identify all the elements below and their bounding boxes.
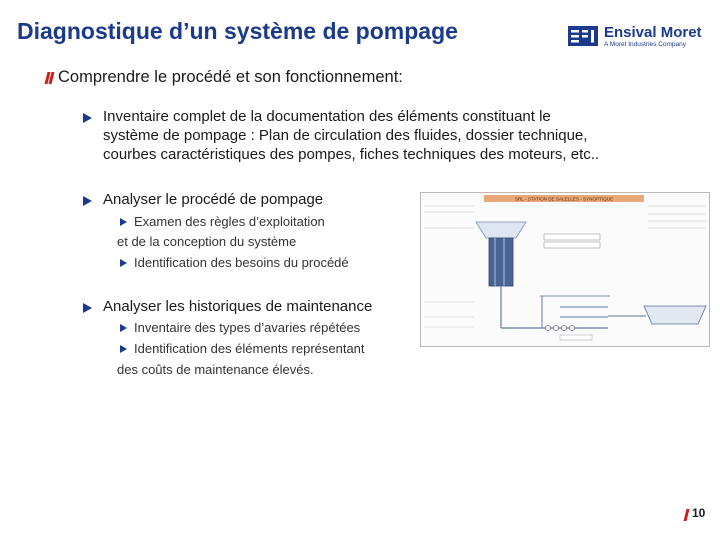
page-title: Diagnostique d’un système de pompage	[17, 18, 458, 44]
bullet-line: Inventaire complet de la documentation des éléments constituant le	[103, 108, 551, 125]
page-number: 10	[692, 506, 706, 520]
sub-bullet-arrow-icon	[120, 324, 127, 332]
sub-bullet-line: Identification des éléments représentant	[134, 341, 365, 356]
bullet-arrow-icon	[83, 303, 92, 313]
bullet-line: système de pompage : Plan de circulation des fluides, dossier technique,	[103, 127, 588, 144]
bullet-arrow-icon	[83, 196, 92, 206]
diagram-title: SRL - STATION DE SALELLES - SYNOPTIQUE	[514, 196, 614, 202]
sub-bullet-line: Inventaire des types d’avaries répétées	[134, 320, 361, 335]
sub-bullet-line: Examen des règles d’exploitation	[134, 214, 325, 229]
pump-station-synoptic-diagram	[420, 192, 710, 347]
bullet-process: Analyser le procédé de pompage	[103, 191, 324, 208]
sub-bullet-line: et de la conception du système	[117, 234, 297, 249]
bullet-documentation	[103, 107, 663, 164]
bullet-maintenance: Analyser les historiques de maintenance	[103, 298, 373, 315]
company-logo	[568, 22, 718, 54]
sub-bullet-line: Identification des besoins du procédé	[134, 255, 349, 270]
bullet-line: courbes caractéristiques des pompes, fiches techniques des moteurs, etc..	[103, 146, 600, 163]
bullet-arrow-icon	[83, 113, 92, 123]
logo-mark-icon	[568, 26, 598, 46]
sub-bullet-arrow-icon	[120, 218, 127, 226]
sub-bullet-line: des coûts de maintenance élevés.	[117, 362, 314, 377]
red-slash-icon	[684, 509, 690, 521]
logo-name: Ensival Moret	[604, 24, 702, 41]
section-subheading: Comprendre le procédé et son fonctionnement:	[58, 68, 403, 86]
logo-tagline: A Moret Industries Company	[604, 41, 687, 48]
sub-bullet-arrow-icon	[120, 259, 127, 267]
sub-bullet-arrow-icon	[120, 345, 127, 353]
